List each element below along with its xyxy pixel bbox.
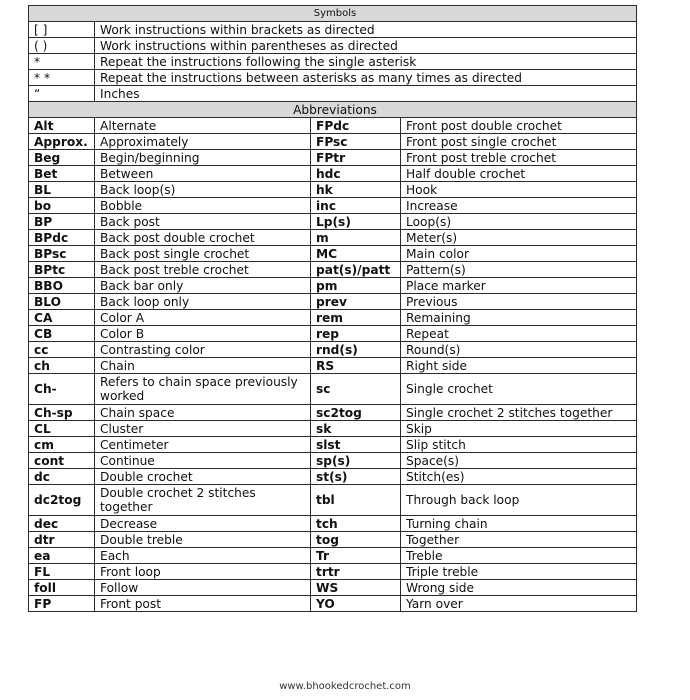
symbol-description: Repeat the instructions between asterisks as many times as directed xyxy=(95,70,637,86)
abbreviation-meaning: Contrasting color xyxy=(95,342,311,358)
abbreviation-meaning: Color B xyxy=(95,326,311,342)
abbreviation: BL xyxy=(29,182,95,198)
abbreviation: sc xyxy=(311,374,401,405)
abbreviation-meaning: Main color xyxy=(401,246,637,262)
abbreviation: ea xyxy=(29,548,95,564)
abbreviation: Lp(s) xyxy=(311,214,401,230)
abbreviation: Alt xyxy=(29,118,95,134)
abbreviation: BBO xyxy=(29,278,95,294)
abbreviation: hk xyxy=(311,182,401,198)
abbreviation: rnd(s) xyxy=(311,342,401,358)
abbreviation: inc xyxy=(311,198,401,214)
abbreviation-meaning: Stitch(es) xyxy=(401,469,637,485)
abbreviation: BLO xyxy=(29,294,95,310)
symbol-row xyxy=(29,86,637,102)
abbreviations-header: Abbreviations xyxy=(29,102,637,118)
abbreviation: dtr xyxy=(29,532,95,548)
abbreviation: pm xyxy=(311,278,401,294)
symbols-header: Symbols xyxy=(29,6,637,22)
abbreviation-meaning: Front post single crochet xyxy=(401,134,637,150)
abbreviation: FP xyxy=(29,596,95,612)
abbreviation-row xyxy=(29,262,637,278)
abbreviation-meaning: Repeat xyxy=(401,326,637,342)
abbreviation-meaning: Loop(s) xyxy=(401,214,637,230)
abbreviation-meaning: Through back loop xyxy=(401,485,637,516)
abbreviation-row xyxy=(29,278,637,294)
abbreviation-meaning: Back loop(s) xyxy=(95,182,311,198)
footer-url: www.bhookedcrochet.com xyxy=(279,681,411,692)
abbreviation: cont xyxy=(29,453,95,469)
abbreviation: ch xyxy=(29,358,95,374)
symbol-description: Repeat the instructions following the single asterisk xyxy=(95,54,637,70)
abbreviation-meaning: Single crochet xyxy=(401,374,637,405)
abbreviation-row xyxy=(29,485,637,516)
abbreviation-meaning: Meter(s) xyxy=(401,230,637,246)
abbreviation-row xyxy=(29,214,637,230)
abbreviation-meaning: Back bar only xyxy=(95,278,311,294)
abbreviation: BPdc xyxy=(29,230,95,246)
abbreviation-row xyxy=(29,342,637,358)
abbreviation: pat(s)/patt xyxy=(311,262,401,278)
abbreviation-row xyxy=(29,326,637,342)
symbol-row xyxy=(29,38,637,54)
abbreviation: dc2tog xyxy=(29,485,95,516)
abbreviation-row xyxy=(29,230,637,246)
abbreviation-meaning: Double treble xyxy=(95,532,311,548)
abbreviation-row xyxy=(29,596,637,612)
abbreviation-meaning: Space(s) xyxy=(401,453,637,469)
symbols-header-row xyxy=(29,6,637,22)
abbreviation-row xyxy=(29,580,637,596)
symbol-description: Inches xyxy=(95,86,637,102)
abbreviation: tbl xyxy=(311,485,401,516)
abbreviation-meaning: Yarn over xyxy=(401,596,637,612)
abbreviation-meaning: Centimeter xyxy=(95,437,311,453)
abbreviation: FL xyxy=(29,564,95,580)
abbreviation: dc xyxy=(29,469,95,485)
abbreviation: bo xyxy=(29,198,95,214)
symbol: ( ) xyxy=(29,38,95,54)
symbol-row xyxy=(29,54,637,70)
symbol-description: Work instructions within brackets as directed xyxy=(95,22,637,38)
abbreviation-meaning: Front post double crochet xyxy=(401,118,637,134)
abbreviation-meaning: Skip xyxy=(401,421,637,437)
abbreviation-meaning: Color A xyxy=(95,310,311,326)
abbreviation-row xyxy=(29,166,637,182)
abbreviation: MC xyxy=(311,246,401,262)
abbreviations-header-row xyxy=(29,102,637,118)
abbreviation-meaning: Begin/beginning xyxy=(95,150,311,166)
abbreviation-meaning: Front loop xyxy=(95,564,311,580)
abbreviation: dec xyxy=(29,516,95,532)
abbreviation-row xyxy=(29,437,637,453)
abbreviation: RS xyxy=(311,358,401,374)
abbreviation: tog xyxy=(311,532,401,548)
abbreviation: YO xyxy=(311,596,401,612)
abbreviation: rep xyxy=(311,326,401,342)
abbreviation-meaning: Double crochet 2 stitches together xyxy=(95,485,311,516)
abbreviation-row xyxy=(29,469,637,485)
abbreviation-row xyxy=(29,182,637,198)
symbol: * xyxy=(29,54,95,70)
abbreviation-meaning: Back loop only xyxy=(95,294,311,310)
abbreviation-meaning: Remaining xyxy=(401,310,637,326)
abbreviation: foll xyxy=(29,580,95,596)
abbreviation: FPtr xyxy=(311,150,401,166)
abbreviation: cm xyxy=(29,437,95,453)
abbreviation-row xyxy=(29,310,637,326)
abbreviation-row xyxy=(29,564,637,580)
abbreviation-row xyxy=(29,453,637,469)
abbreviation: hdc xyxy=(311,166,401,182)
abbreviation-row xyxy=(29,246,637,262)
abbreviation: FPdc xyxy=(311,118,401,134)
abbreviation-row xyxy=(29,516,637,532)
abbreviation-row xyxy=(29,358,637,374)
abbreviation-meaning: Previous xyxy=(401,294,637,310)
abbreviation-meaning: Pattern(s) xyxy=(401,262,637,278)
abbreviation-row xyxy=(29,198,637,214)
abbreviation-meaning: Round(s) xyxy=(401,342,637,358)
abbreviation: sk xyxy=(311,421,401,437)
abbreviation-meaning: Follow xyxy=(95,580,311,596)
abbreviation-meaning: Front post xyxy=(95,596,311,612)
symbol: [ ] xyxy=(29,22,95,38)
abbreviation: Approx. xyxy=(29,134,95,150)
abbreviation: WS xyxy=(311,580,401,596)
abbreviation-meaning: Between xyxy=(95,166,311,182)
abbreviation-meaning: Refers to chain space previously worked xyxy=(95,374,311,405)
abbreviation-meaning: Back post single crochet xyxy=(95,246,311,262)
abbreviation: Ch- xyxy=(29,374,95,405)
abbreviation: CL xyxy=(29,421,95,437)
abbreviation: trtr xyxy=(311,564,401,580)
symbol-row xyxy=(29,22,637,38)
abbreviation-row xyxy=(29,421,637,437)
abbreviation-row xyxy=(29,532,637,548)
abbreviation-meaning: Right side xyxy=(401,358,637,374)
abbreviation-meaning: Treble xyxy=(401,548,637,564)
abbreviation-meaning: Back post treble crochet xyxy=(95,262,311,278)
abbreviation: slst xyxy=(311,437,401,453)
abbreviation-row xyxy=(29,134,637,150)
abbreviation: tch xyxy=(311,516,401,532)
abbreviation-meaning: Continue xyxy=(95,453,311,469)
abbreviation-row xyxy=(29,405,637,421)
abbreviation-meaning: Single crochet 2 stitches together xyxy=(401,405,637,421)
abbreviation: cc xyxy=(29,342,95,358)
abbreviation-meaning: Chain space xyxy=(95,405,311,421)
abbreviation-row xyxy=(29,150,637,166)
abbreviation: sc2tog xyxy=(311,405,401,421)
abbreviation-meaning: Wrong side xyxy=(401,580,637,596)
abbreviation-meaning: Alternate xyxy=(95,118,311,134)
abbreviation-meaning: Increase xyxy=(401,198,637,214)
symbol: * * xyxy=(29,70,95,86)
abbreviation-meaning: Half double crochet xyxy=(401,166,637,182)
abbreviation: st(s) xyxy=(311,469,401,485)
abbreviation-meaning: Back post double crochet xyxy=(95,230,311,246)
abbreviation-row xyxy=(29,294,637,310)
abbreviation: BPtc xyxy=(29,262,95,278)
abbreviation-meaning: Front post treble crochet xyxy=(401,150,637,166)
abbreviation: sp(s) xyxy=(311,453,401,469)
abbreviation: prev xyxy=(311,294,401,310)
abbreviation: FPsc xyxy=(311,134,401,150)
abbreviation-meaning: Approximately xyxy=(95,134,311,150)
abbreviation-meaning: Double crochet xyxy=(95,469,311,485)
abbreviation-meaning: Bobble xyxy=(95,198,311,214)
abbreviation: BPsc xyxy=(29,246,95,262)
abbreviation-meaning: Each xyxy=(95,548,311,564)
symbol-row xyxy=(29,70,637,86)
abbreviation-meaning: Cluster xyxy=(95,421,311,437)
abbreviation: rem xyxy=(311,310,401,326)
abbreviation-meaning: Decrease xyxy=(95,516,311,532)
abbreviation: Tr xyxy=(311,548,401,564)
abbreviation: Beg xyxy=(29,150,95,166)
abbreviation-meaning: Hook xyxy=(401,182,637,198)
abbreviation-meaning: Place marker xyxy=(401,278,637,294)
abbreviation-meaning: Chain xyxy=(95,358,311,374)
abbreviation-meaning: Together xyxy=(401,532,637,548)
abbreviation-meaning: Slip stitch xyxy=(401,437,637,453)
abbreviation-meaning: Turning chain xyxy=(401,516,637,532)
abbreviation-row xyxy=(29,118,637,134)
symbol: “ xyxy=(29,86,95,102)
abbreviation: Ch-sp xyxy=(29,405,95,421)
abbreviation-row xyxy=(29,374,637,405)
abbreviation-row xyxy=(29,548,637,564)
abbreviation-meaning: Back post xyxy=(95,214,311,230)
abbreviation-meaning: Triple treble xyxy=(401,564,637,580)
abbreviations-sheet xyxy=(28,5,637,612)
abbreviation: Bet xyxy=(29,166,95,182)
abbreviation: CA xyxy=(29,310,95,326)
symbol-description: Work instructions within parentheses as directed xyxy=(95,38,637,54)
abbreviation: BP xyxy=(29,214,95,230)
abbreviation: m xyxy=(311,230,401,246)
abbreviation: CB xyxy=(29,326,95,342)
